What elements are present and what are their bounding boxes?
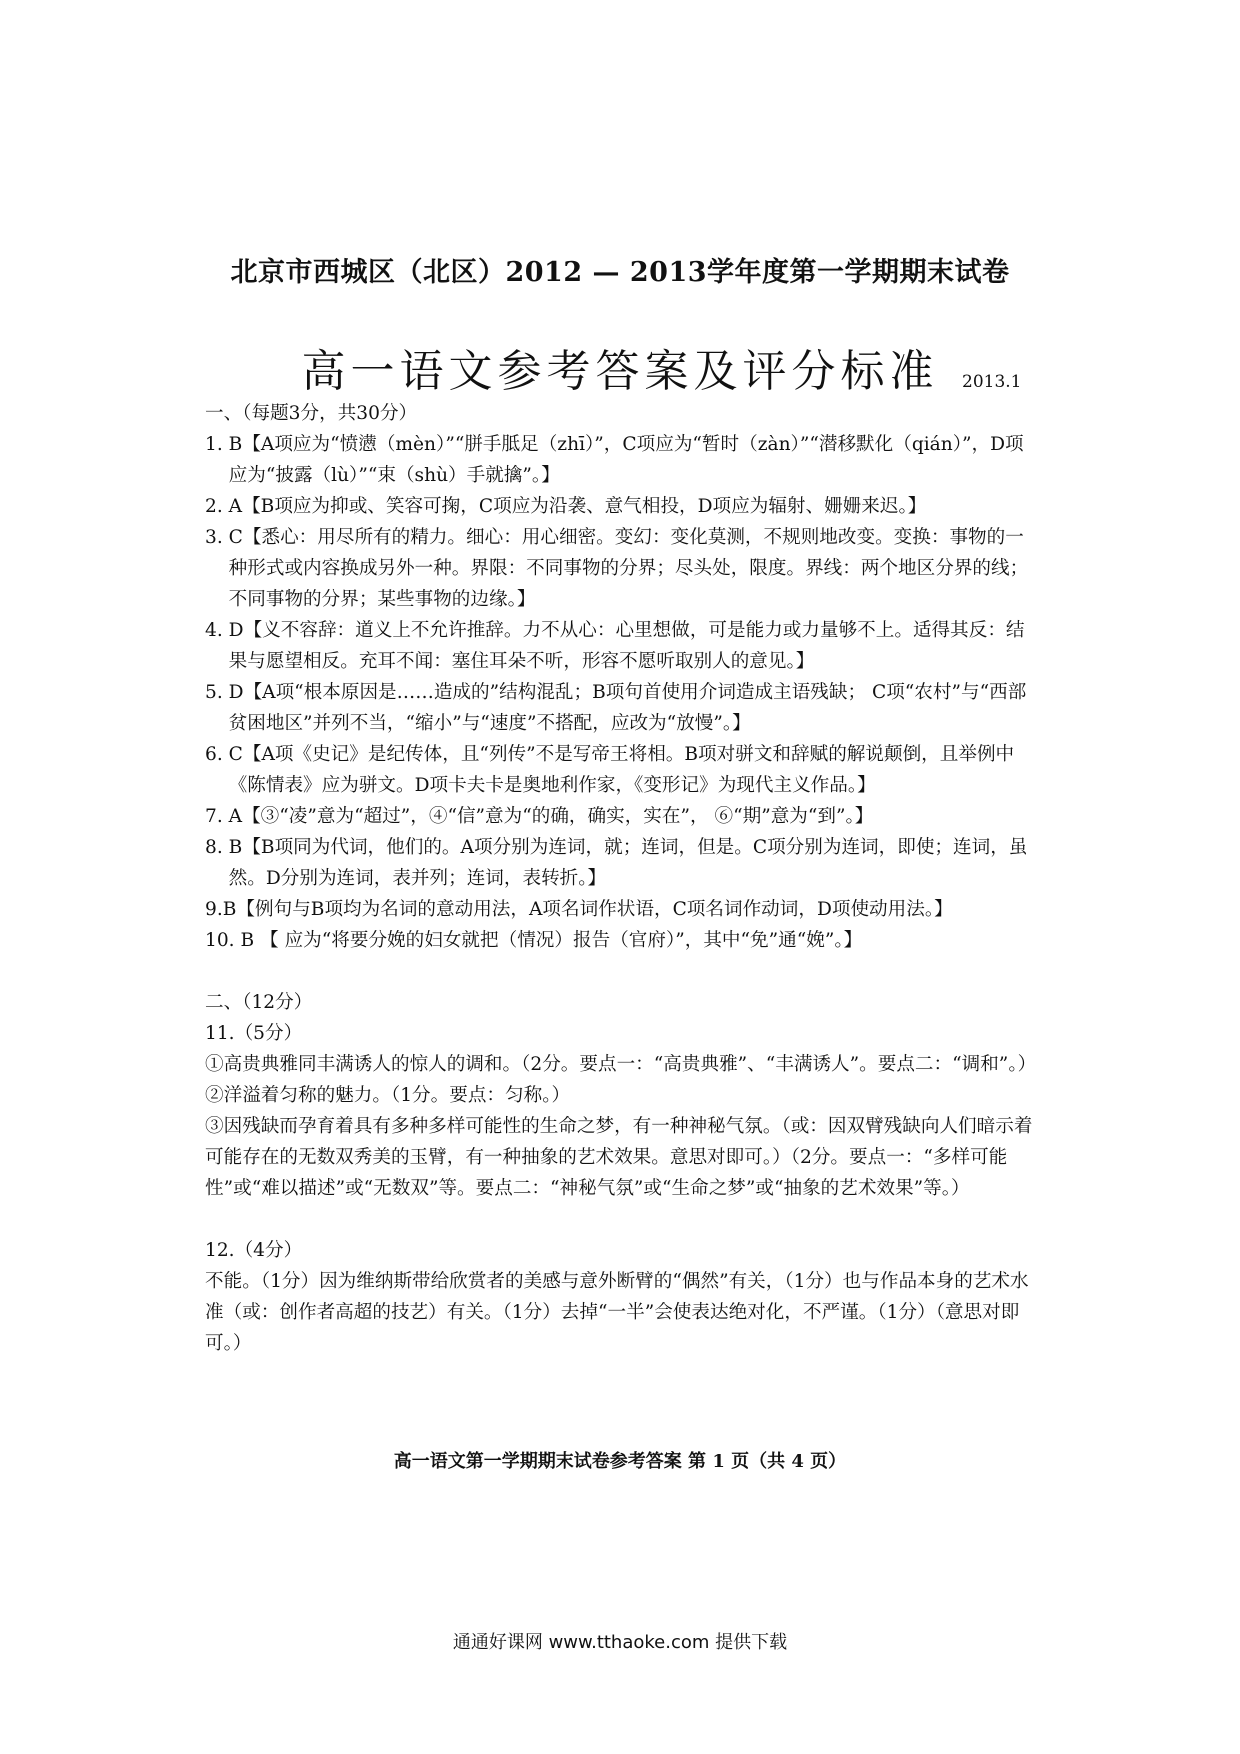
answer-item-9 bbox=[205, 894, 1035, 925]
section-1-heading: 一、（每题3分，共30分） bbox=[205, 403, 418, 424]
item-text: D【义不容辞：道义上不允许推辞。力不从心：心里想做，可是能力或力量够不上。适得其反：结果与愿望相反。充耳不闻：塞住耳朵不听，形容不愿听取别人的意见。】 bbox=[228, 620, 1025, 672]
spacer bbox=[205, 956, 1035, 987]
item-number: 1. bbox=[205, 434, 229, 455]
answer-item-1 bbox=[205, 429, 1035, 491]
item-number: 3. bbox=[205, 527, 229, 548]
item-number: 7. bbox=[205, 806, 229, 827]
answer-item-7 bbox=[205, 801, 1035, 832]
answer-item-5 bbox=[205, 677, 1035, 739]
section-2-heading: 二、（12分） bbox=[205, 992, 313, 1013]
title-date: 2013.1 bbox=[962, 372, 1022, 392]
item-number: 4. bbox=[205, 620, 229, 641]
item-number: 10. bbox=[205, 930, 241, 951]
section-1-items bbox=[205, 429, 1035, 956]
question-11-point-2: ②洋溢着匀称的魅力。（1分。要点：匀称。） bbox=[205, 1085, 571, 1106]
item-number: 6. bbox=[205, 744, 229, 765]
main-title: 高一语文参考答案及评分标准 bbox=[301, 346, 939, 397]
item-text: A【B项应为抑或、笑容可掬，C项应为沿袭、意气相投，D项应为辐射、姗姗来迟。】 bbox=[228, 496, 927, 517]
question-11-point-3: ③因残缺而孕育着具有多种多样可能性的生命之梦，有一种神秘气氛。（或：因双臂残缺向人们暗示着可能存在的无数双秀美的玉臂，有一种抽象的艺术效果。意思对即可。）（2分。要点一：“多样可能性”或“难以描述”或“无数双”等。要点二：“神秘气氛”或“生命之梦”或“抽象的艺术效果”等。） bbox=[205, 1116, 1033, 1199]
item-text: C【A项《史记》是纪传体，且“列传”不是写帝王将相。B项对骈文和辞赋的解说颠倒，且举例中《陈情表》应为骈文。D项卡夫卡是奥地利作家，《变形记》为现代主义作品。】 bbox=[228, 744, 1015, 796]
answer-item-2 bbox=[205, 491, 1035, 522]
answer-item-6 bbox=[205, 739, 1035, 801]
download-watermark: 通通好课网 www.tthaoke.com 提供下载 bbox=[452, 1632, 788, 1653]
spacer bbox=[205, 1204, 1035, 1235]
answer-item-8 bbox=[205, 832, 1035, 894]
item-text: C【悉心：用尽所有的精力。细心：用心细密。变幻：变化莫测，不规则地改变。变换：事物的一种形式或内容换成另外一种。界限：不同事物的分界；尽头处，限度。界线：两个地区分界的线；不同事物的分界；某些事物的边缘。】 bbox=[228, 527, 1029, 610]
item-number: 9. bbox=[205, 899, 223, 920]
question-12-answer: 不能。（1分）因为维纳斯带给欣赏者的美感与意外断臂的“偶然”有关，（1分）也与作品本身的艺术水准（或：创作者高超的技艺）有关。（1分）去掉“一半”会使表达绝对化，不严谨。（1分）（意思对即可。） bbox=[205, 1271, 1029, 1354]
item-text: B【例句与B项均为名词的意动用法，A项名词作状语，C项名词作动词，D项使动用法。】 bbox=[222, 899, 953, 920]
item-number: 5. bbox=[205, 682, 229, 703]
item-text: B 【 应为“将要分娩的妇女就把（情况）报告（官府）”，其中“免”通“娩”。】 bbox=[240, 930, 863, 951]
page-footer: 高一语文第一学期期末试卷参考答案 第 1 页（共 4 页） bbox=[393, 1451, 847, 1472]
question-12-heading: 12.（4分） bbox=[205, 1240, 303, 1261]
item-number: 8. bbox=[205, 837, 229, 858]
item-text: D【A项“根本原因是……造成的”结构混乱；B项句首使用介词造成主语残缺； C项“农村”与“西部贫困地区”并列不当，“缩小”与“速度”不搭配，应改为“放慢”。】 bbox=[228, 682, 1027, 734]
item-text: A【③“凌”意为“超过”，④“信”意为“的确，确实，实在”， ⑥“期”意为“到”。】 bbox=[228, 806, 874, 827]
item-text: B【B项同为代词，他们的。A项分别为连词，就；连词，但是。C项分别为连词，即使；连词，虽然。D分别为连词，表并列；连词，表转折。】 bbox=[228, 837, 1028, 889]
answer-item-4 bbox=[205, 615, 1035, 677]
item-number: 2. bbox=[205, 496, 229, 517]
answer-item-3 bbox=[205, 522, 1035, 615]
exam-title: 北京市西城区（北区）2012 — 2013学年度第一学期期末试卷 bbox=[230, 257, 1010, 288]
question-11-heading: 11.（5分） bbox=[205, 1023, 303, 1044]
answer-item-10 bbox=[205, 925, 1035, 956]
answer-content bbox=[205, 398, 1035, 1359]
question-11-point-1: ①高贵典雅同丰满诱人的惊人的调和。（2分。要点一：“高贵典雅”、“丰满诱人”。要点二：“调和”。） bbox=[205, 1054, 1037, 1075]
item-text: B【A项应为“愤懑（mèn）”“胼手胝足（zhī）”，C项应为“暂时（zàn）”“潜移默化（qián）”，D项应为“披露（lù）”“束（shù）手就擒”。】 bbox=[228, 434, 1024, 486]
